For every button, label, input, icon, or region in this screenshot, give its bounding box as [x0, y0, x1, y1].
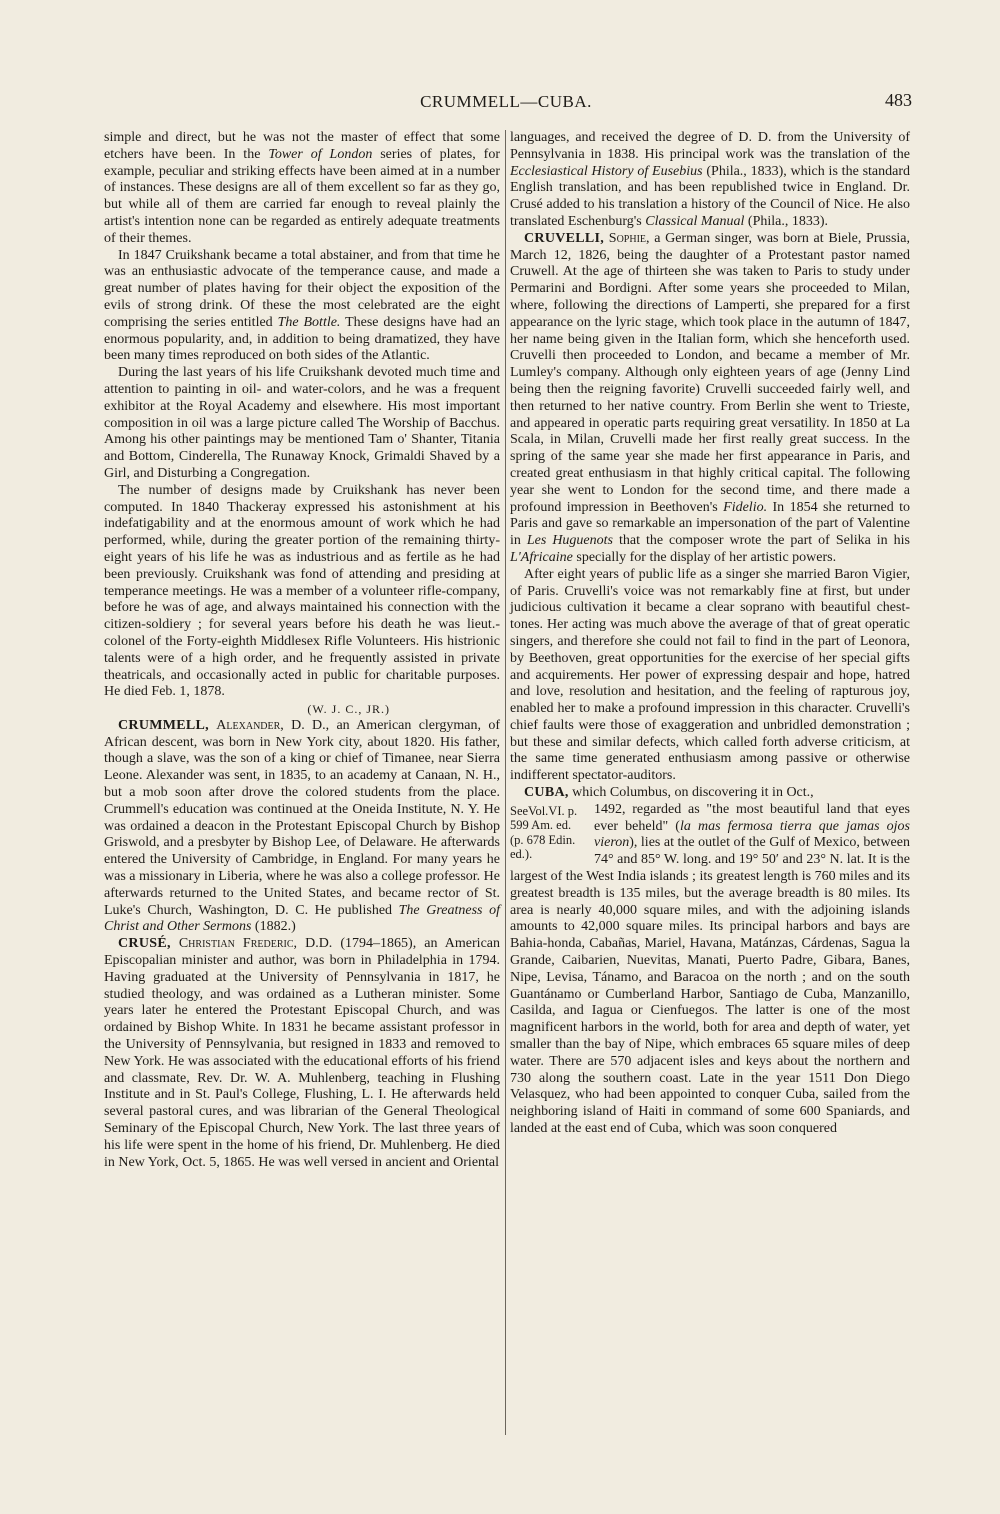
- author-signature: (W. J. C., JR.): [307, 702, 390, 717]
- entry-crummell: CRUMMELL, Alexander, D. D., an American clergyman, of African descent, was born in New York city, about 1820. His father, though a slave, was the son of a king or chief of Timanee, near Sierra Leone. Alexander was sent, in 1835, to an academy at Canaan, N. H., but a mob soon after drove the colored students from the place. Crummell's education was continued at the Oneida Institute, N. Y. He was ordained a deacon in the Protestant Episcopal Church by Bishop Griswold, and a presbyter by Bishop Lee, of Delaware. He afterwards entered the University of Cambridge, in England. For many years he was a missionary in Liberia, where he was also a college professor. He afterwards returned to the United States, and became rector of St. Luke's Church, Washington, D. C. He published The Greatness of Christ and Other Sermons (1882.): [104, 717, 500, 935]
- headword-cruse: CRUSÉ,: [118, 936, 171, 952]
- entry-cuba-intro: CUBA, which Columbus, on discovering it in Oct.,: [524, 785, 814, 801]
- column-divider: [505, 130, 506, 1435]
- page-header: [100, 90, 912, 116]
- headword-cuba: CUBA,: [524, 785, 569, 801]
- headword-cruvelli: CRUVELLI,: [524, 230, 605, 246]
- entry-cruvelli: CRUVELLI, Sophie, a German singer, was born at Biele, Prussia, March 12, 1826, being the daughter of a Protestant pastor named Cruwell. At the age of thirteen she was taken to Paris to study under Permarini and Bordigni. After some years she proceeded to Milan, where, following the directions of Lamperti, she prepared for a first appearance on the lyric stage, which took place in the autumn of 1847, her name being given in the Italian form, which she henceforth used. Cruvelli then proceeded to London, and became a member of Mr. Lumley's company. Although only eighteen years of age (Jenny Lind being then the reigning favorite) Cruvelli succeeded fairly well, and then returned to her native country. From Berlin she went to Trieste, and appeared in operatic parts requiring great versatility. In 1850 at La Scala, in Milan, Cruvelli made her first really great success. In the spring of the same year she made her first appearance in Paris, and created great enthusiasm in that highly critical capital. The following year she went to London for the second time, and there made a profound impression in Beethoven's Fidelio. In 1854 she returned to Paris and gave so remarkable an impersonation of the part of Valentine in Les Huguenots that the composer wrote the part of Selika in his L'Africaine specially for the display of her artistic powers.: [510, 230, 911, 565]
- entry-cuba: SeeVol.VI. p. 599 Am. ed. (p. 678 Edin. ed.). 1492, regarded as "the most beautiful land that eyes ever beheld" (la mas fermosa tierra que jamas ojos vieron), lies at the outlet of the Gulf of Mexico, between 74° and 85° W. long. and 19° 50′ and 23° N. lat. It is the largest of the West India islands ; its greatest length is 760 miles and its greatest breadth is 135 miles, but the average breadth is 80 miles. Its area is nearly 40,000 square miles, and with the adjoining islands amounts to 42,000 square miles. Its principal harbors and bays are Bahia-honda, Cabañas, Mariel, Havana, Matánzas, Cárdenas, Sagua la Grande, Caibarien, Nuevitas, Manati, Puerto Padre, Gibara, Banes, Nipe, Levisa, Tánamo, and Baracoa on the north ; and on the south Guantánamo or Cumberland Harbor, Santiago de Cuba, Manzanillo, Casilda, and Iagua or Cienfuegos. The latter is one of the most magnificent harbors in the world, both for area and depth of water, yet smaller than the bay of Nipe, which embraces 65 square miles of deep water. There are 570 adjacent isles and keys about the northern and 730 along the southern coast. Late in the year 1511 Don Diego Velasquez, who had been appointed to conquer Cuba, sailed from the neighboring island of Haiti in command of some 600 Spaniards, and landed at the east end of Cuba, which was soon conquered: [510, 801, 910, 1137]
- paragraph-cruikshank-temperance: In 1847 Cruikshank became a total abstainer, and from that time he was an enthusiastic advocate of the temperance cause, and made a great number of plates having for their object the exposition of the evils of strong drink. Of these the most celebrated are the eight comprising the series entitled The Bottle. These designs have had an enormous popularity, and, in addition to being dramatized, they have been many times reproduced on both sides of the Atlantic.: [104, 247, 500, 364]
- paragraph-cruikshank-designs: The number of designs made by Cruikshank has never been computed. In 1840 Thackeray expressed his astonishment at his indefatigability and at the enormous amount of work which he had performed, while, during the greater portion of the remaining thirty-eight years of his life he was as industrious and as fertile as he had been previously. Cruikshank was fond of attending and presiding at temperance meetings. He was a member of a volunteer rifle-company, before he was of age, and always maintained his connection with the citizen-soldiery ; for several years before his death he was lieut.-colonel of the Forty-eighth Middlesex Rifle Volunteers. His histrionic talents were of a high order, and he frequently assisted in private theatricals, and occasionally acted in public for charitable purposes. He died Feb. 1, 1878.: [104, 482, 500, 700]
- margin-note: SeeVol.VI. p. 599 Am. ed. (p. 678 Edin. ed.).: [510, 803, 578, 862]
- headword-crummell: CRUMMELL,: [118, 717, 209, 733]
- paragraph-cruikshank-paintings: During the last years of his life Cruikshank devoted much time and attention to painting in oil- and water-colors, and he was a frequent exhibitor at the Royal Academy and elsewhere. His most important composition in oil was a large picture called The Worship of Bacchus. Among his other paintings may be mentioned Tam o' Shanter, Titania and Bottom, Cinderella, The Runaway Knock, Grimaldi Shaved by a Girl, and Disturbing a Congregation.: [104, 365, 500, 481]
- paragraph-cruvelli-voice: After eight years of public life as a singer she married Baron Vigier, of Paris. Cruvelli's voice was not remarkably fine at first, but under judicious cultivation it became a clear soprano with beautiful chest-tones. Her acting was much above the average of that of great operatic singers, and therefore she could not fail to find in the part of Leonora, by Beethoven, great opportunities for the exercise of her special gifts and acquirements. Her power of expressing despair and hope, hatred and love, resolution and hesitation, and the feeling of rapturous joy, enabled her to make a profound impression in this character. Cruvelli's chief faults were those of exaggeration and unbridled demonstration ; but these and similar defects, which called forth adverse criticism, at the same time generated enthusiasm among passive or otherwise indifferent spectator-auditors.: [510, 566, 910, 784]
- entry-cruse-continued: languages, and received the degree of D. D. from the University of Pennsylvania in 1838. His principal work was the translation of the Ecclesiastical History of Eusebius (Phila., 1833), which is the standard English translation, and has been republished twice in England. Dr. Crusé added to his translation a history of the Council of Nice. He also translated Eschenburg's Classical Manual (Phila., 1833).: [510, 130, 911, 229]
- paragraph-cruikshank-etchings: simple and direct, but he was not the master of effect that some etchers have been. In the Tower of London series of plates, for example, peculiar and striking effects have been aimed at in a number of instances. These designs are all of them excellent so far as they go, but while all of them are carried far enough to reveal plainly the artist's intention none can be regarded as entirely adequate treatments of their themes.: [104, 130, 500, 246]
- right-column: [510, 130, 910, 1138]
- left-column: [104, 130, 500, 1171]
- running-head: CRUMMELL—CUBA.: [420, 92, 592, 111]
- entry-cruse: CRUSÉ, Christian Frederic, D.D. (1794–1865), an American Episcopalian minister and author, was born in Philadelphia in 1794. Having graduated at the University of Pennsylvania in 1817, he studied theology, and was ordained as a Lutheran minister. Some years later he entered the Protestant Episcopal Church, and was ordained by Bishop White. In 1831 he became assistant professor in the University of Pennsylvania, but resigned in 1833 and removed to New York. He was associated with the educational efforts of his friend and classmate, Rev. Dr. W. A. Muhlenberg, teaching in Flushing Institute and in St. Paul's College, Flushing, L. I. He afterwards held several pastoral cures, and was librarian of the General Theological Seminary of the Episcopal Church, New York. The last three years of his life were spent in the home of his friend, Dr. Muhlenberg. He died in New York, Oct. 5, 1865. He was well versed in ancient and Oriental: [104, 936, 500, 1170]
- page-number: 483: [885, 90, 912, 110]
